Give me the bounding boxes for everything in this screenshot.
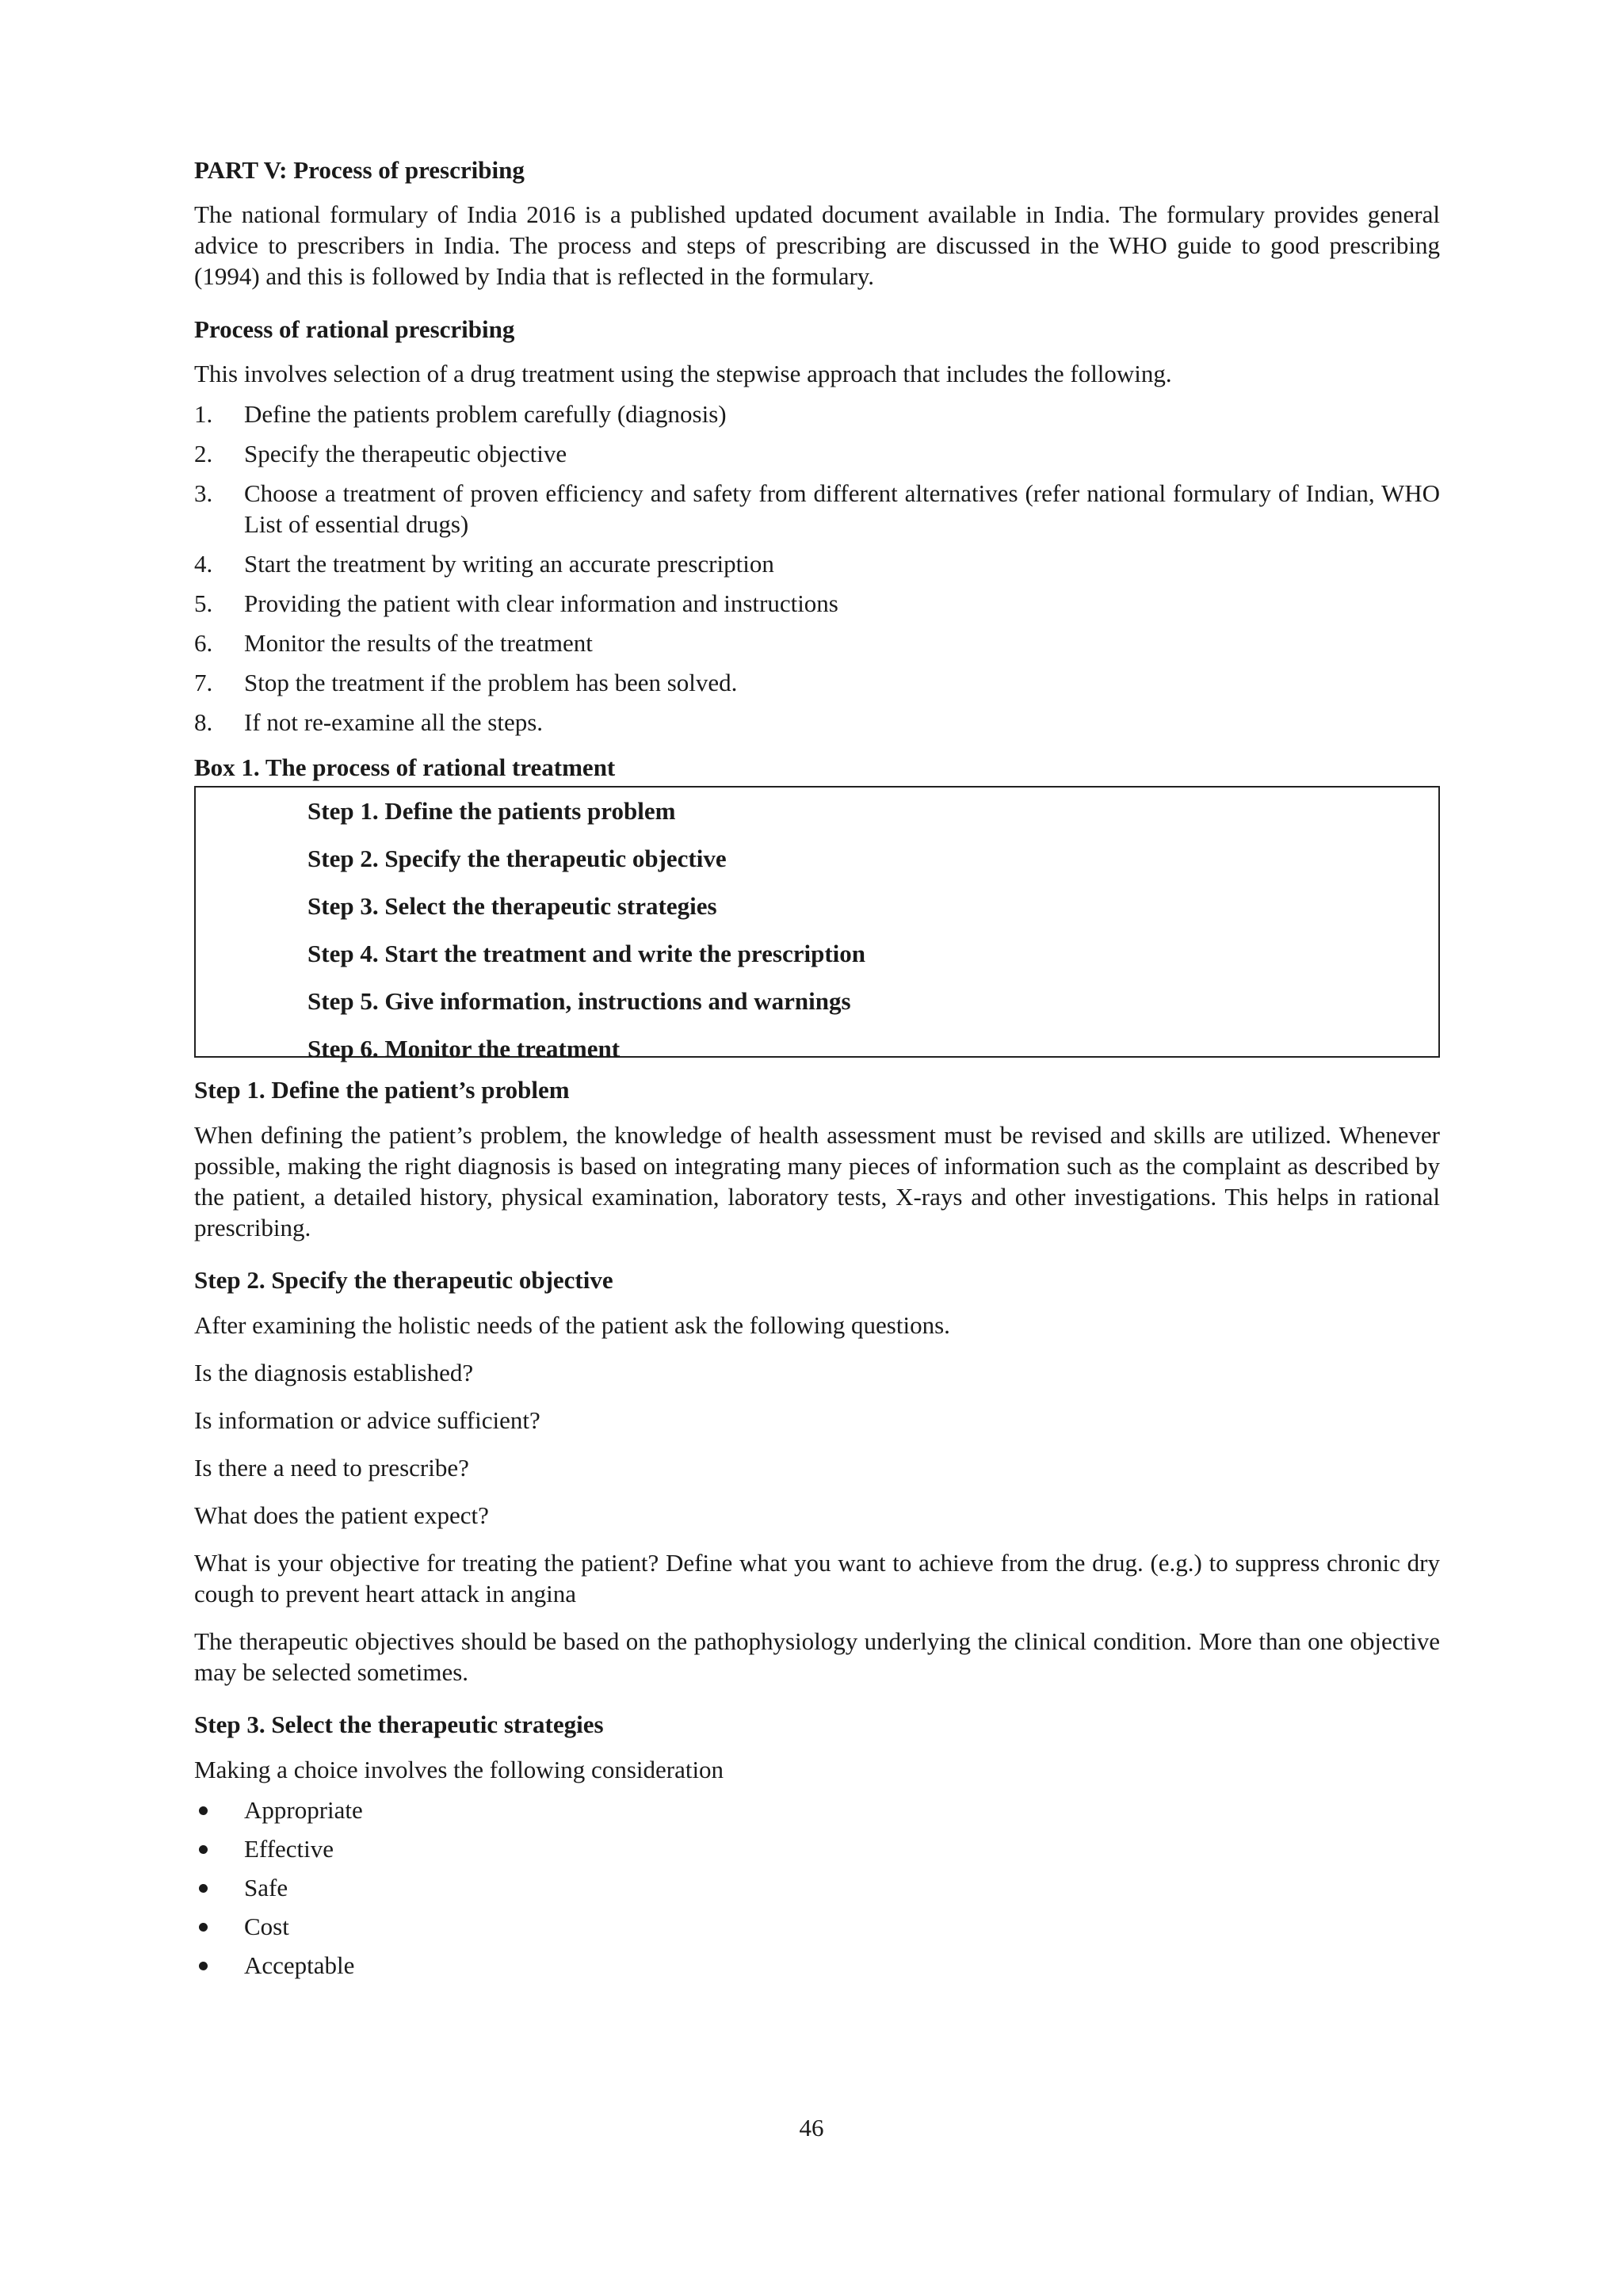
step2-question: What does the patient expect? <box>194 1501 489 1529</box>
box-step: Step 1. Define the patients problem <box>307 797 676 825</box>
step2-heading: Step 2. Specify the therapeutic objective <box>194 1266 613 1294</box>
rational-prescribing-heading: Process of rational prescribing <box>194 315 515 343</box>
box-step: Step 3. Select the therapeutic strategies <box>307 892 717 920</box>
bullet-text: Acceptable <box>244 1951 355 1979</box>
box-step: Step 2. Specify the therapeutic objective <box>307 845 727 872</box>
step3-intro: Making a choice involves the following consideration <box>194 1756 724 1783</box>
step2-question: Is there a need to prescribe? <box>194 1454 469 1482</box>
list-item <box>194 667 1440 698</box>
bullet-item <box>194 1911 1440 1942</box>
box-title: Box 1. The process of rational treatment <box>194 753 616 781</box>
part-heading: PART V: Process of prescribing <box>194 156 525 184</box>
list-text: Start the treatment by writing an accurate prescription <box>244 550 774 578</box>
list-item <box>194 399 1440 429</box>
list-text: Monitor the results of the treatment <box>244 629 593 657</box>
list-number: 3. <box>194 479 213 507</box>
list-item <box>194 438 1440 469</box>
list-item <box>194 548 1440 579</box>
bullet-text: Effective <box>244 1835 334 1863</box>
bullet-item <box>194 1833 1440 1864</box>
step2-question: Is the diagnosis established? <box>194 1359 474 1386</box>
list-number: 6. <box>194 629 213 657</box>
list-number: 4. <box>194 550 213 578</box>
list-text: If not re-examine all the steps. <box>244 708 544 736</box>
list-number: 7. <box>194 669 213 696</box>
bullet-item <box>194 1950 1440 1981</box>
list-text: Choose a treatment of proven efficiency and safety from different alternatives (refer national formulary of Indian, WHO List of essential drugs) <box>244 479 1440 538</box>
step1-heading: Step 1. Define the patient’s problem <box>194 1076 570 1104</box>
list-item <box>194 478 1440 540</box>
bullet-icon <box>199 1962 208 1970</box>
bullet-icon <box>199 1884 208 1893</box>
list-text: Stop the treatment if the problem has been solved. <box>244 669 738 696</box>
list-item <box>194 707 1440 738</box>
step2-objective-paragraph: What is your objective for treating the patient? Define what you want to achieve from the drug. (e.g.) to suppress chronic dry cough to prevent heart attack in angina <box>194 1549 1440 1608</box>
bullet-icon <box>199 1806 208 1815</box>
bullet-item <box>194 1794 1440 1825</box>
page-number: 46 <box>799 2114 824 2142</box>
bullet-icon <box>199 1845 208 1854</box>
bullet-text: Appropriate <box>244 1796 363 1824</box>
box-step: Step 5. Give information, instructions and warnings <box>307 987 851 1015</box>
list-number: 1. <box>194 400 213 428</box>
list-item <box>194 588 1440 619</box>
step2-question: Is information or advice sufficient? <box>194 1406 540 1434</box>
step2-intro: After examining the holistic needs of the patient ask the following questions. <box>194 1311 950 1339</box>
bullet-text: Safe <box>244 1874 288 1901</box>
list-number: 8. <box>194 708 213 736</box>
list-text: Providing the patient with clear information and instructions <box>244 589 838 617</box>
list-text: Define the patients problem carefully (diagnosis) <box>244 400 727 428</box>
bullet-item <box>194 1872 1440 1903</box>
bullet-text: Cost <box>244 1913 289 1940</box>
bullet-icon <box>199 1923 208 1932</box>
rational-treatment-box <box>194 786 1440 1062</box>
rational-steps-list <box>194 399 1440 738</box>
step3-heading: Step 3. Select the therapeutic strategies <box>194 1711 604 1738</box>
rational-prescribing-intro: This involves selection of a drug treatment using the stepwise approach that includes the following. <box>194 360 1172 387</box>
list-text: Specify the therapeutic objective <box>244 440 567 467</box>
box-step: Step 4. Start the treatment and write the prescription <box>307 940 865 967</box>
list-item <box>194 627 1440 658</box>
intro-paragraph: The national formulary of India 2016 is a published updated document available in India. The formulary provides general advice to prescribers in India. The process and steps of prescribing are discussed in the WHO guide to good prescribing (1994) and this is followed by India that is reflected in the formulary. <box>194 200 1440 290</box>
list-number: 5. <box>194 589 213 617</box>
step2-closing-paragraph: The therapeutic objectives should be based on the pathophysiology underlying the clinical condition. More than one objective may be selected sometimes. <box>194 1627 1440 1686</box>
list-number: 2. <box>194 440 213 467</box>
step1-paragraph: When defining the patient’s problem, the knowledge of health assessment must be revised and skills are utilized. Whenever possible, making the right diagnosis is based on integrating many pieces of information such as the complaint as described by the patient, a detailed history, physical examination, laboratory tests, X-rays and other investigations. This helps in rational prescribing. <box>194 1121 1440 1241</box>
box-step: Step 6. Monitor the treatment <box>307 1035 621 1062</box>
document-page <box>194 154 1440 1989</box>
consideration-bullets <box>194 1794 1440 1981</box>
